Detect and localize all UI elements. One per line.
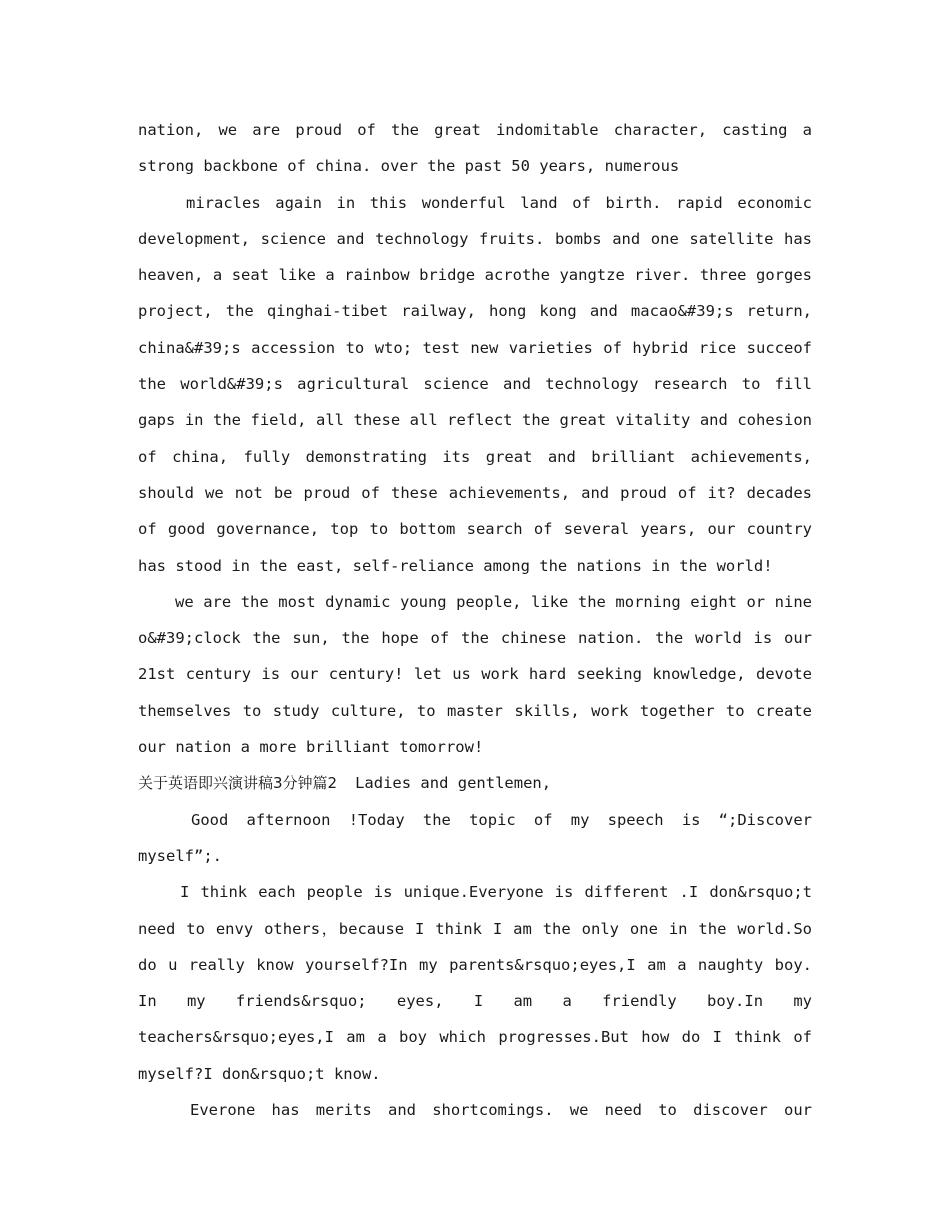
text-line: myself”;. (138, 846, 222, 865)
text-line: nation, we are proud of the great indomitable character, casting a (138, 121, 812, 139)
text-line: has stood in the east, self-reliance among the nations in the world! (138, 556, 773, 575)
text-line: gaps in the field, all these all reflect the great vitality and cohesion (138, 411, 812, 430)
text-line: of good governance, top to bottom search of several years, our country (138, 520, 812, 539)
text-line: I think each people is unique.Everyone is different .I don&rsquo;t (180, 883, 812, 902)
text-line: 21st century is our century! let us work hard seeking knowledge, devote (138, 665, 812, 684)
text-line: myself?I don&rsquo;t know. (138, 1064, 381, 1083)
text-line: do u really know yourself?In my parents&rsquo;eyes,I am a naughty boy. (138, 955, 812, 974)
text-line: development, science and technology fruits. bombs and one satellite has (138, 229, 812, 248)
text-line: miracles again in this wonderful land of birth. rapid economic (186, 193, 812, 212)
text-line: In my friends&rsquo; eyes, I am a friendly boy.In my (138, 992, 812, 1011)
text-line: strong backbone of china. over the past 50 years, numerous (138, 157, 680, 176)
text-line: china&#39;s accession to wto; test new varieties of hybrid rice succeof (138, 338, 812, 357)
text-line: of china, fully demonstrating its great and brilliant achievements, (138, 447, 812, 466)
text-line: need to envy others，because I think I am the only one in the world.So (138, 919, 812, 938)
text-line: Good afternoon !Today the topic of my speech is “;Discover (191, 810, 812, 829)
text-line: heaven, a seat like a rainbow bridge acrothe yangtze river. three gorges (138, 266, 812, 285)
document-page (138, 112, 812, 1128)
text-line: our nation a more brilliant tomorrow! (138, 738, 484, 757)
text-line: o&#39;clock the sun, the hope of the chinese nation. the world is our (138, 629, 812, 648)
text-line: project, the qinghai-tibet railway, hong kong and macao&#39;s return, (138, 302, 812, 321)
text-line: teachers&rsquo;eyes,I am a boy which progresses.But how do I think of (138, 1028, 812, 1047)
text-line: themselves to study culture, to master skills, work together to create (138, 701, 812, 720)
text-line: should we not be proud of these achievements, and proud of it? decades (138, 483, 812, 502)
section-heading (138, 765, 812, 801)
text-line: the world&#39;s agricultural science and technology research to fill (138, 375, 812, 394)
section-heading-chinese: 关于英语即兴演讲稿3分钟篇2 (138, 774, 338, 793)
text-line: Everone has merits and shortcomings. we need to discover our (190, 1101, 812, 1120)
text-line: we are the most dynamic young people, like the morning eight or nine (175, 592, 812, 611)
section-heading-salutation: Ladies and gentlemen, (355, 774, 552, 793)
